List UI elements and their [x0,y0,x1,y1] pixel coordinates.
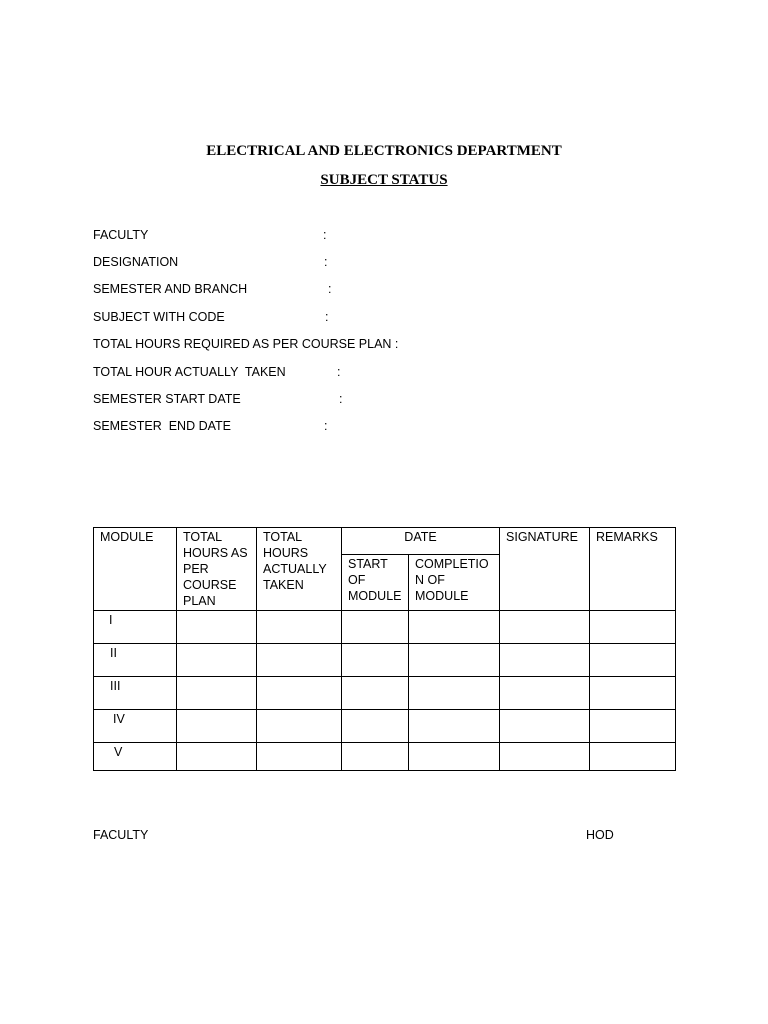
header-remarks: REMARKS [590,528,676,611]
field-colon: : [337,365,341,379]
field-label-semester-end: SEMESTER END DATE [93,419,231,433]
field-colon: : [325,310,329,324]
header-total-hours-plan: TOTAL HOURS AS PER COURSE PLAN [177,528,257,611]
header-total-hours-taken: TOTAL HOURS ACTUALLY TAKEN [257,528,342,611]
field-colon: : [324,255,328,269]
table-row [94,743,676,771]
module-number: II [94,644,177,677]
module-number: I [94,611,177,644]
module-number: IV [94,710,177,743]
table-row [94,644,676,677]
subject-status-table [93,527,676,771]
table-row [94,611,676,644]
hod-signature-label: HOD [586,828,614,842]
field-label-total-hours-taken: TOTAL HOUR ACTUALLY TAKEN [93,365,286,379]
field-colon: : [324,419,328,433]
field-label-faculty: FACULTY [93,228,149,242]
field-colon: : [323,228,327,242]
field-label-total-hours-required: TOTAL HOURS REQUIRED AS PER COURSE PLAN : [93,337,399,351]
field-colon: : [339,392,343,406]
header-completion-of-module: COMPLETIO N OF MODULE [409,555,500,611]
faculty-signature-label: FACULTY [93,828,149,842]
header-start-of-module: START OF MODULE [342,555,409,611]
department-title: ELECTRICAL AND ELECTRONICS DEPARTMENT [206,143,562,159]
table-row [94,710,676,743]
header-module: MODULE [94,528,177,611]
table-row [94,677,676,710]
header-date: DATE [342,528,500,555]
field-label-semester-start: SEMESTER START DATE [93,392,241,406]
field-colon: : [328,282,332,296]
header-signature: SIGNATURE [500,528,590,611]
module-number: III [94,677,177,710]
field-label-semester-branch: SEMESTER AND BRANCH [93,282,248,296]
document-subtitle: SUBJECT STATUS [320,172,448,188]
field-label-designation: DESIGNATION [93,255,179,269]
field-label-subject-code: SUBJECT WITH CODE [93,310,225,324]
module-number: V [94,743,177,771]
